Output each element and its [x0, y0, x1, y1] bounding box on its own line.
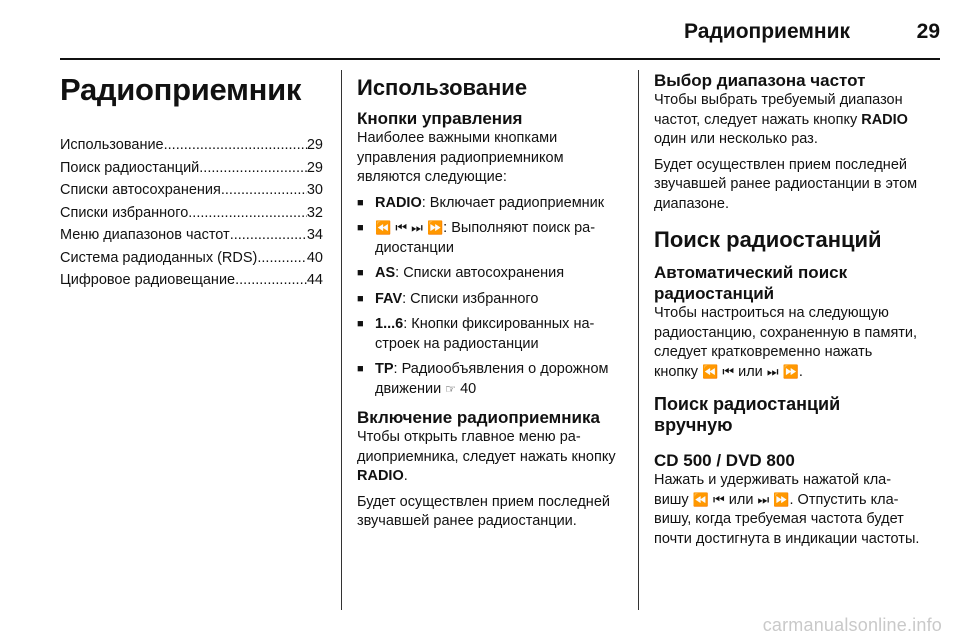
seek-buttons-icon: ⏪ ⏮ ⏭ ⏩ [375, 221, 444, 236]
toc-entry-page: 30 [306, 182, 323, 198]
list-item [357, 360, 620, 399]
control-buttons-list [357, 194, 620, 400]
column-band-search [654, 70, 920, 555]
button-key-label: AS [375, 265, 396, 281]
list-item [357, 290, 620, 310]
list-item-text: : Списки автосохранения [395, 265, 565, 281]
column-divider [341, 70, 342, 610]
column-usage [357, 70, 620, 538]
toc-entry-label: Цифровое радиовещание [60, 272, 236, 288]
chapter-title: Радиоприемник [60, 72, 302, 107]
text-run: Чтобы выбрать требуемый диапазон частот, следует нажать кнопку [654, 92, 903, 128]
seek-back-icon: ⏪ ⏮ [692, 492, 725, 508]
toc-entry[interactable] [60, 157, 323, 180]
toc-entry[interactable] [60, 224, 323, 247]
list-item [357, 315, 620, 354]
list-item-text: : Радиообъявления о дорожном движении [375, 361, 609, 397]
list-item [357, 264, 620, 284]
running-header-title: Радиоприемник [684, 20, 850, 43]
button-key-label: RADIO [861, 111, 908, 128]
toc-entry[interactable] [60, 134, 323, 157]
toc-entry-label: Меню диапазонов частот [60, 227, 230, 243]
toc-entry[interactable] [60, 247, 323, 270]
manual-search-text [654, 471, 920, 549]
page-reference-icon: ☞ [445, 381, 457, 396]
toc-leader [199, 157, 307, 180]
subsection-heading-band: Выбор диапазона частот [654, 71, 866, 90]
subsection-heading-buttons: Кнопки управления [357, 109, 523, 128]
watermark: carmanualsonline.info [762, 615, 942, 635]
subsection-heading-manual-search: Поиск радиостанций вручную [654, 394, 841, 435]
toc-entry-label: Списки избранного [60, 204, 189, 221]
buttons-intro-text: Наиболее важными кнопками управления радиоприемником являются следующие: [357, 130, 564, 185]
toc-entry-page: 44 [306, 272, 323, 288]
list-item [357, 219, 620, 258]
toc-entry-label: Списки автосохранения [60, 182, 221, 198]
toc-leader [188, 202, 307, 225]
text-run: Чтобы открыть главное меню радиоприемника, следует нажать кнопку [357, 429, 616, 465]
list-item-text: : Включает радиоприемник [421, 194, 605, 211]
page-reference-link[interactable]: 40 [460, 380, 477, 397]
switch-on-note: Будет осуществлен прием последней звучавшей ранее радиостанции. [357, 493, 610, 529]
toc-entry-page: 34 [306, 227, 323, 243]
text-run: . [798, 363, 803, 380]
seek-back-icon: ⏪ ⏮ [702, 364, 735, 380]
switch-on-text [357, 428, 620, 487]
auto-search-text [654, 304, 920, 382]
text-run: . [403, 468, 408, 484]
subsection-heading-auto-search: Автоматический поиск радиостанций [654, 263, 848, 303]
toc-entry-label: Система радиоданных (RDS) [60, 249, 258, 266]
button-key-label: RADIO [357, 468, 404, 484]
toc-entry[interactable] [60, 269, 323, 292]
list-item-text: : Списки избранного [402, 290, 539, 307]
toc-entry-page: 40 [306, 249, 323, 266]
toc-leader [230, 224, 307, 247]
seek-forward-icon: ⏭ ⏩ [766, 364, 799, 380]
page-number: 29 [916, 20, 940, 43]
text-run: Чтобы настроиться на следующую радиостанцию, сохраненную в памяти, следует кратковременно нажать кнопку [654, 305, 918, 380]
subsection-heading-cd500: CD 500 / DVD 800 [654, 451, 795, 470]
toc-leader [221, 179, 307, 202]
button-key-label: TP [375, 361, 394, 377]
toc-entry-page: 29 [306, 159, 323, 176]
button-key-label: 1...6 [375, 316, 404, 332]
toc-leader [164, 134, 307, 157]
button-key-label: RADIO [375, 194, 422, 211]
text-run: или [724, 491, 758, 508]
button-key-label: FAV [375, 290, 403, 307]
text-run: или [734, 363, 767, 380]
table-of-contents [60, 134, 323, 292]
list-item-text: : Кнопки фиксированных настроек на радиостанции [375, 316, 595, 352]
column-toc [60, 70, 323, 292]
toc-entry[interactable] [60, 202, 323, 225]
toc-leader [257, 247, 306, 270]
toc-entry-page: 29 [306, 137, 323, 153]
band-text [654, 91, 920, 150]
list-item-text: : Выполняют поиск радиостанции [375, 220, 596, 256]
toc-entry-label: Использование [60, 137, 164, 153]
band-note: Будет осуществлен прием последней звучавшей ранее радиостанции в этом диапазоне. [654, 156, 918, 212]
toc-entry-label: Поиск радиостанций [60, 159, 200, 176]
text-run: . Отпустить клавишу, когда требуемая частота будет почти достигнута в индикации частоты. [654, 491, 920, 547]
toc-leader [235, 269, 307, 292]
header-divider [60, 58, 940, 60]
section-heading-usage: Использование [357, 75, 528, 100]
text-run: Нажать и удерживать нажатой клавишу [654, 472, 892, 508]
toc-entry[interactable] [60, 179, 323, 202]
text-run: один или несколько раз. [654, 131, 818, 147]
subsection-heading-switch-on: Включение радиоприемника [357, 408, 600, 427]
seek-forward-icon: ⏭ ⏩ [757, 492, 790, 508]
column-divider [638, 70, 639, 610]
section-heading-search: Поиск радиостанций [654, 227, 882, 252]
list-item [357, 194, 620, 214]
toc-entry-page: 32 [306, 204, 323, 221]
